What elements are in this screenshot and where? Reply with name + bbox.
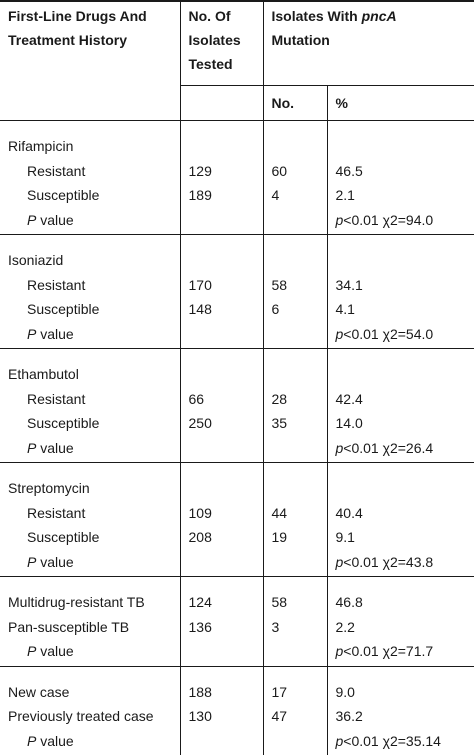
pvalue-stat [327,729,474,755]
table-row [0,666,474,704]
cell-mutation-pct: 4.1 [327,297,474,322]
pvalue-label-italic: P [27,440,36,456]
cell-mutation-no: 44 [263,501,327,526]
cell-empty [180,729,263,755]
cell-tested: 148 [180,297,263,322]
pvalue-label [0,208,180,235]
cell-empty [180,436,263,463]
cell-mutation-no: 6 [263,297,327,322]
header-drugs [0,1,180,120]
cell-mutation-no: 47 [263,704,327,729]
cell-empty [180,322,263,349]
cell-empty [263,208,327,235]
cell-empty [180,349,263,387]
table-row [0,525,474,550]
header-tested-blank [180,86,263,121]
cell-mutation-no: 60 [263,159,327,184]
cell-tested: 188 [180,666,263,704]
cell-empty [263,639,327,666]
table-row [0,183,474,208]
pvalue-p-italic: p [336,733,344,749]
header-drugs-line1: First-Line Drugs And [8,8,147,24]
cell-mutation-no: 58 [263,273,327,298]
cell-mutation-no: 17 [263,666,327,704]
row-label: Susceptible [0,525,180,550]
cell-mutation-pct: 9.0 [327,666,474,704]
cell-mutation-pct: 42.4 [327,387,474,412]
row-group [0,666,474,755]
cell-empty [327,235,474,273]
header-mutation-suffix: Mutation [272,32,330,48]
header-tested-line3: Tested [189,56,233,72]
pvalue-label-italic: P [27,643,36,659]
cell-mutation-pct: 14.0 [327,411,474,436]
header-mutation [263,1,474,86]
table-row [0,273,474,298]
cell-mutation-pct: 9.1 [327,525,474,550]
header-mutation-prefix: Isolates With [272,8,362,24]
pvalue-row [0,208,474,235]
pvalue-row [0,436,474,463]
table-body [0,120,474,755]
table-row [0,159,474,184]
cell-mutation-no: 58 [263,577,327,615]
pvalue-stat-text: <0.01 χ2=71.7 [343,643,433,659]
row-label: Resistant [0,387,180,412]
pvalue-p-italic: p [336,440,344,456]
row-group [0,235,474,349]
header-tested [180,1,263,86]
table-row [0,411,474,436]
cell-empty [180,208,263,235]
cell-mutation-pct: 2.2 [327,615,474,640]
table-row [0,577,474,615]
cell-empty [263,322,327,349]
group-title-row [0,463,474,501]
pvalue-stat-text: <0.01 χ2=54.0 [343,326,433,342]
pvalue-stat-text: <0.01 χ2=35.14 [343,733,441,749]
cell-mutation-pct: 2.1 [327,183,474,208]
cell-empty [180,550,263,577]
cell-mutation-pct: 40.4 [327,501,474,526]
pvalue-label-rest: value [36,643,73,659]
header-mutation-gene: pncA [362,8,397,24]
row-label: Susceptible [0,411,180,436]
pvalue-label [0,639,180,666]
cell-mutation-pct: 46.8 [327,577,474,615]
pvalue-label-rest: value [36,554,73,570]
pvalue-label-italic: P [27,733,36,749]
cell-empty [327,463,474,501]
cell-empty [263,121,327,159]
header-sub-pct: % [327,86,474,121]
pvalue-stat [327,436,474,463]
table-row [0,297,474,322]
cell-mutation-no: 3 [263,615,327,640]
cell-mutation-no: 28 [263,387,327,412]
row-group [0,349,474,463]
pvalue-stat [327,322,474,349]
group-title-row [0,235,474,273]
row-label: Multidrug-resistant TB [0,577,180,615]
cell-empty [263,729,327,755]
cell-empty [327,349,474,387]
cell-empty [180,121,263,159]
row-label: Resistant [0,159,180,184]
cell-mutation-pct: 34.1 [327,273,474,298]
group-title: Ethambutol [0,349,180,387]
row-label: Susceptible [0,297,180,322]
group-title: Rifampicin [0,121,180,159]
cell-empty [263,550,327,577]
table-row [0,501,474,526]
cell-empty [263,463,327,501]
cell-tested: 189 [180,183,263,208]
row-label: Resistant [0,273,180,298]
row-group [0,121,474,235]
pvalue-stat-text: <0.01 χ2=26.4 [343,440,433,456]
cell-tested: 208 [180,525,263,550]
cell-tested: 130 [180,704,263,729]
row-label: Resistant [0,501,180,526]
table-header [0,1,474,120]
pvalue-label [0,322,180,349]
pvalue-stat [327,639,474,666]
cell-empty [263,235,327,273]
results-table-body [0,120,474,755]
pvalue-p-italic: p [336,212,344,228]
cell-mutation-no: 19 [263,525,327,550]
row-label: New case [0,666,180,704]
cell-tested: 136 [180,615,263,640]
cell-empty [180,235,263,273]
pvalue-label-rest: value [36,440,73,456]
row-label: Pan-susceptible TB [0,615,180,640]
cell-mutation-pct: 36.2 [327,704,474,729]
group-title: Isoniazid [0,235,180,273]
cell-tested: 170 [180,273,263,298]
pvalue-stat-text: <0.01 χ2=94.0 [343,212,433,228]
pvalue-label [0,729,180,755]
cell-mutation-no: 4 [263,183,327,208]
row-label: Susceptible [0,183,180,208]
pvalue-label [0,550,180,577]
cell-empty [180,639,263,666]
pvalue-label-italic: P [27,326,36,342]
pvalue-stat-text: <0.01 χ2=43.8 [343,554,433,570]
row-label: Previously treated case [0,704,180,729]
cell-mutation-pct: 46.5 [327,159,474,184]
cell-tested: 129 [180,159,263,184]
pvalue-label-italic: P [27,212,36,228]
cell-empty [180,463,263,501]
header-drugs-line2: Treatment History [8,32,127,48]
table-row [0,615,474,640]
pvalue-stat [327,208,474,235]
cell-empty [327,121,474,159]
pvalue-row [0,550,474,577]
pvalue-stat [327,550,474,577]
cell-tested: 109 [180,501,263,526]
pvalue-label-rest: value [36,212,73,228]
pvalue-row [0,729,474,755]
row-group [0,577,474,667]
header-tested-line1: No. Of [189,8,231,24]
pvalue-p-italic: p [336,326,344,342]
pvalue-label-rest: value [36,326,73,342]
cell-tested: 250 [180,411,263,436]
pvalue-row [0,322,474,349]
table-row [0,387,474,412]
group-title-row [0,121,474,159]
header-sub-no: No. [263,86,327,121]
cell-tested: 124 [180,577,263,615]
pvalue-label-italic: P [27,554,36,570]
results-table [0,0,474,120]
group-title: Streptomycin [0,463,180,501]
pvalue-label [0,436,180,463]
cell-empty [263,349,327,387]
pvalue-label-rest: value [36,733,73,749]
cell-tested: 66 [180,387,263,412]
pvalue-p-italic: p [336,643,344,659]
row-group [0,463,474,577]
table-row [0,704,474,729]
cell-empty [263,436,327,463]
pvalue-row [0,639,474,666]
pvalue-p-italic: p [336,554,344,570]
header-tested-line2: Isolates [189,32,241,48]
cell-mutation-no: 35 [263,411,327,436]
group-title-row [0,349,474,387]
